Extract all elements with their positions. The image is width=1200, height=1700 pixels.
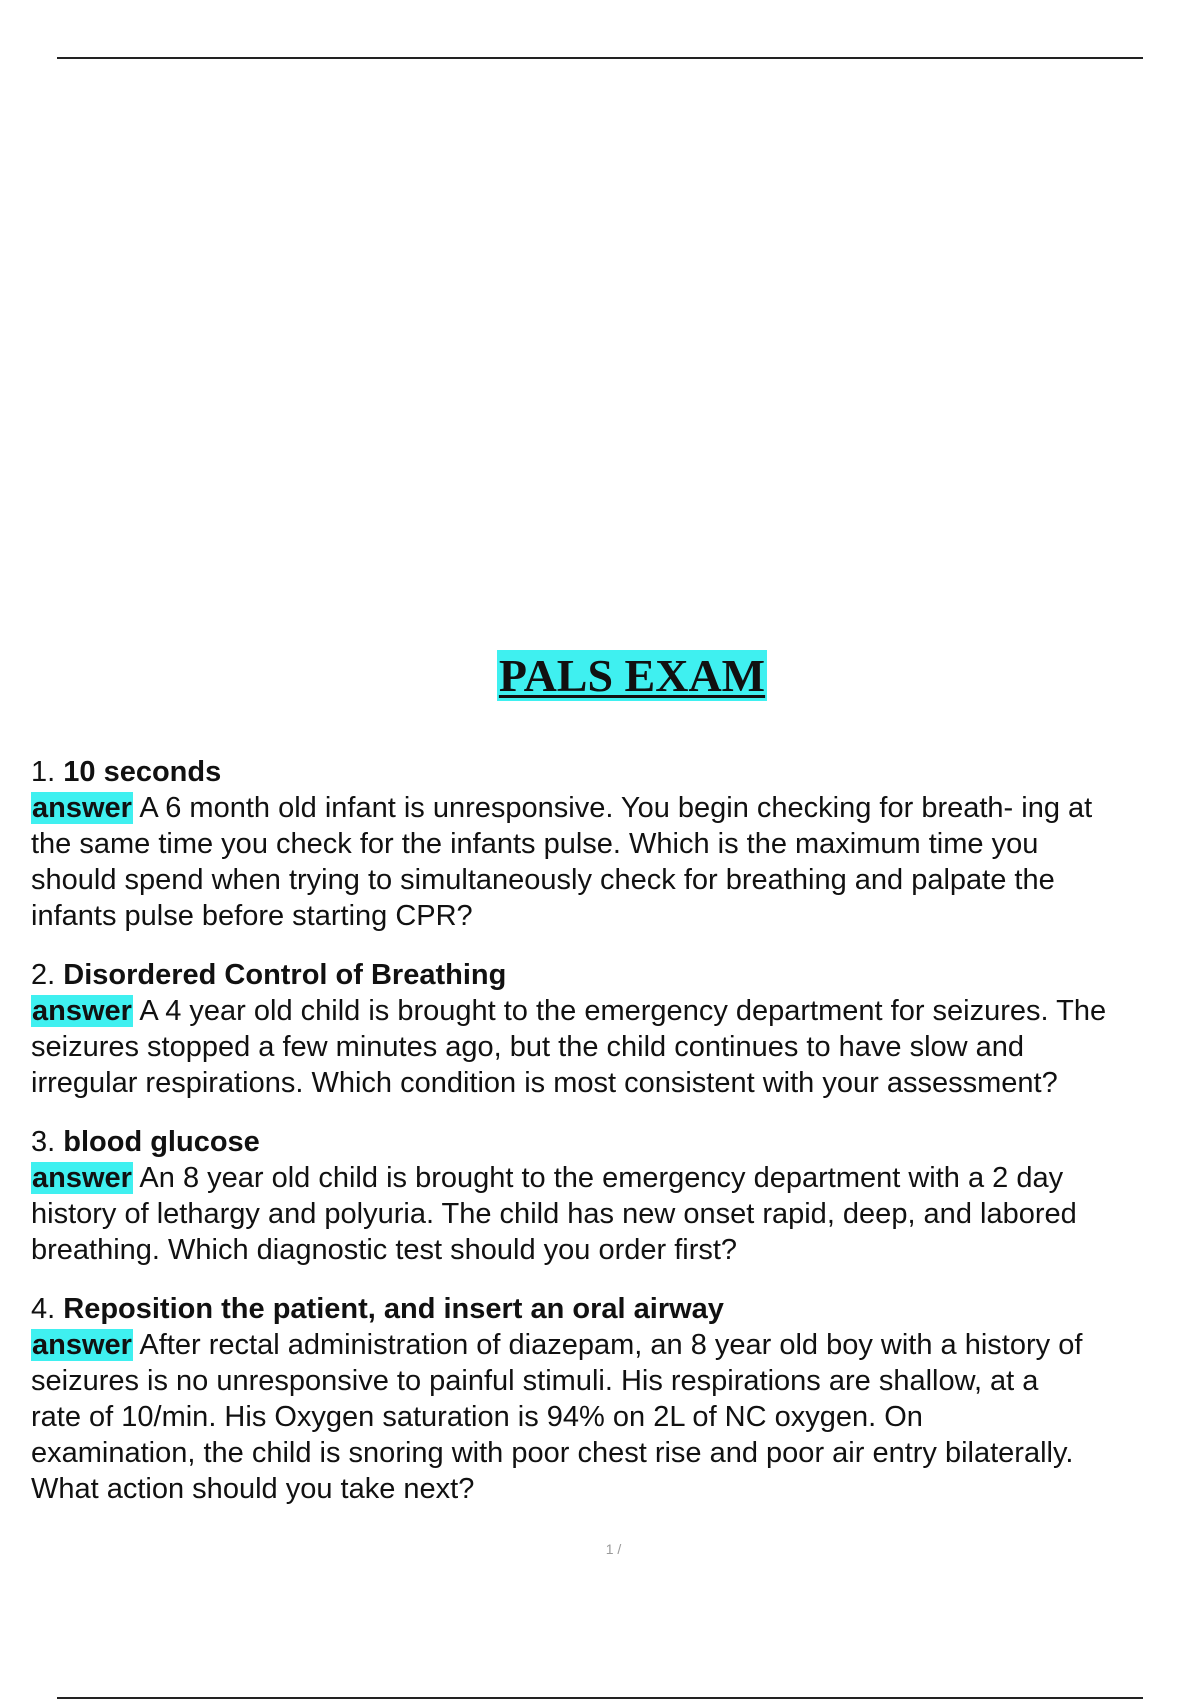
question-line: history of lethargy and polyuria. The child has new onset rapid, deep, and labored	[31, 1198, 1077, 1230]
question-line: seizures stopped a few minutes ago, but the child continues to have slow and	[31, 1031, 1025, 1063]
answer-tag: answer	[32, 792, 132, 824]
item-number: 1.	[31, 756, 56, 788]
question-line: seizures is no unresponsive to painful stimuli. His respirations are shallow, at a	[31, 1365, 1039, 1397]
question-line: infants pulse before starting CPR?	[31, 900, 473, 932]
answer-text: 10 seconds	[63, 756, 222, 788]
top-rule	[57, 57, 1143, 59]
answer-text: Reposition the patient, and insert an oral airway	[63, 1293, 724, 1325]
question-line: examination, the child is snoring with poor chest rise and poor air entry bilaterally.	[31, 1437, 1074, 1469]
document-title: PALS EXAM	[498, 650, 766, 701]
qa-item-3	[31, 1124, 1200, 1268]
answer-tag: answer	[32, 1329, 132, 1361]
item-number: 3.	[31, 1126, 56, 1158]
qa-item-2	[31, 957, 1200, 1101]
question-line: What action should you take next?	[31, 1473, 475, 1505]
question-line: A 4 year old child is brought to the emergency department for seizures. The	[139, 995, 1107, 1027]
item-number: 2.	[31, 959, 56, 991]
question-line: the same time you check for the infants pulse. Which is the maximum time you	[31, 828, 1039, 860]
question-line: After rectal administration of diazepam, an 8 year old boy with a history of	[139, 1329, 1083, 1361]
answer-tag: answer	[32, 1162, 132, 1194]
qa-list	[31, 754, 1200, 1530]
question-line: An 8 year old child is brought to the emergency department with a 2 day	[139, 1162, 1064, 1194]
question-line: breathing. Which diagnostic test should you order first?	[31, 1234, 738, 1266]
question-line: should spend when trying to simultaneously check for breathing and palpate the	[31, 864, 1055, 896]
qa-item-4	[31, 1291, 1200, 1507]
page-number: 1 /	[605, 1541, 622, 1557]
question-line: A 6 month old infant is unresponsive. You begin checking for breath- ing at	[139, 792, 1093, 824]
item-number: 4.	[31, 1293, 56, 1325]
answer-text: blood glucose	[63, 1126, 260, 1158]
bottom-rule	[57, 1697, 1143, 1699]
question-line: rate of 10/min. His Oxygen saturation is 94% on 2L of NC oxygen. On	[31, 1401, 923, 1433]
answer-tag: answer	[32, 995, 132, 1027]
question-line: irregular respirations. Which condition is most consistent with your assessment?	[31, 1067, 1058, 1099]
qa-item-1	[31, 754, 1200, 934]
answer-text: Disordered Control of Breathing	[63, 959, 507, 991]
